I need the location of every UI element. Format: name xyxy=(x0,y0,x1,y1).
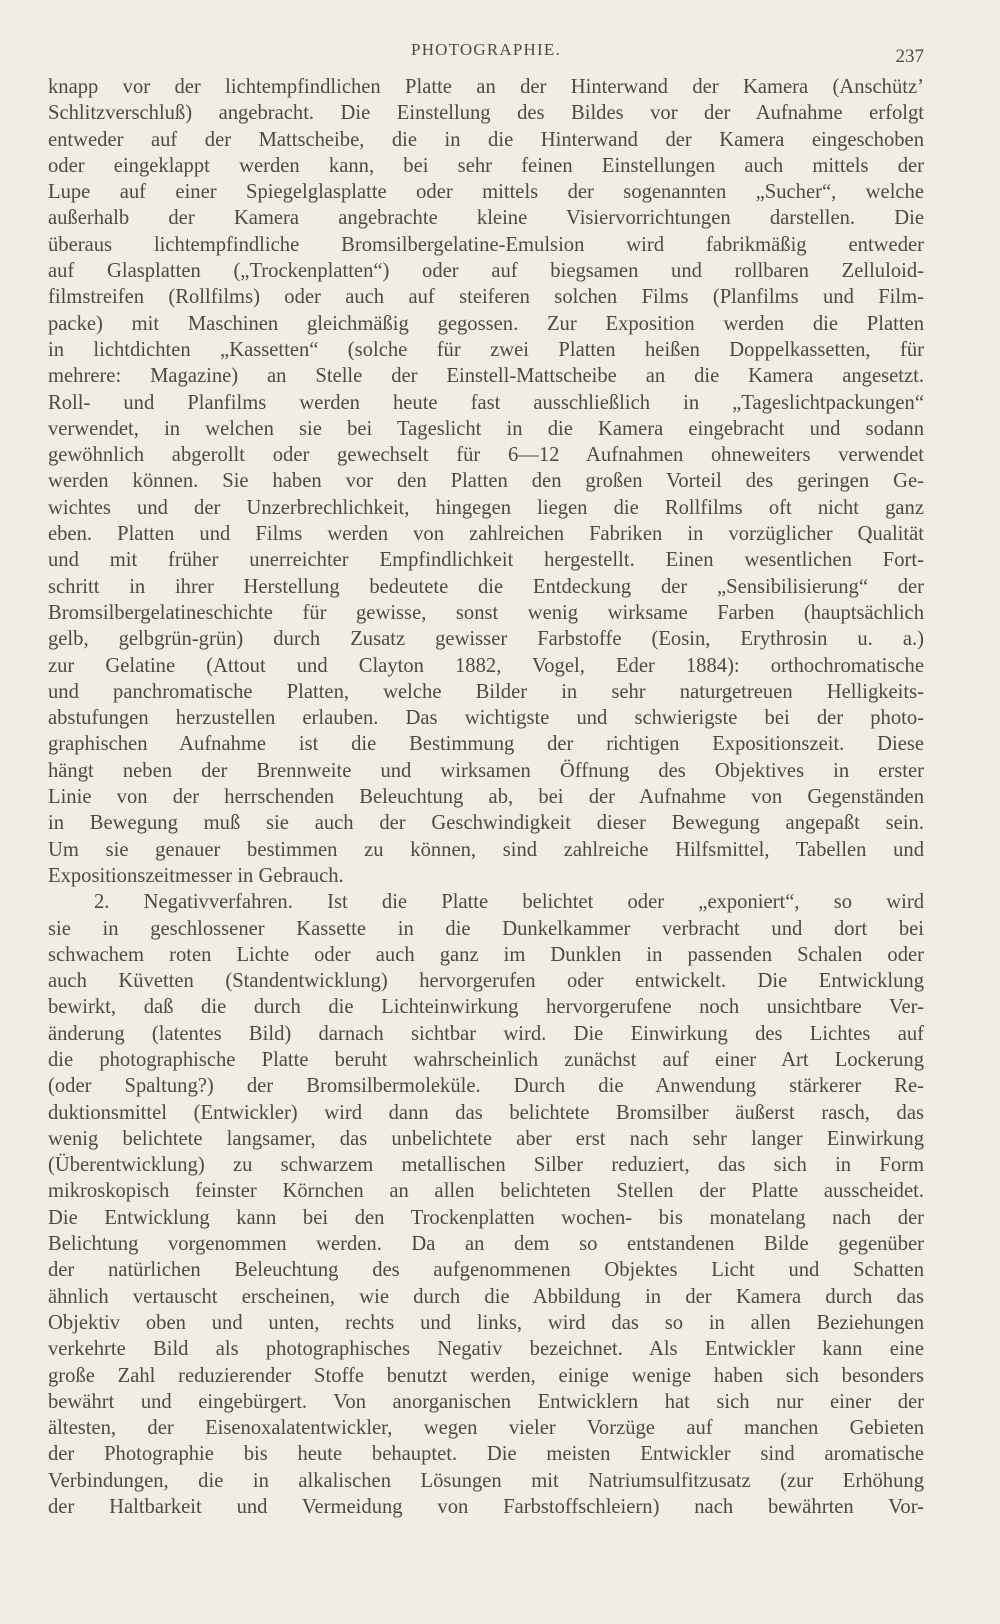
text-line: schwachem roten Lichte oder auch ganz im Dunklen in passenden Schalen oder xyxy=(48,943,924,966)
text-line: schritt in ihrer Herstellung bedeutete die Entdeckung der „Sensibilisierung“ der xyxy=(48,575,924,598)
text-line: mikroskopisch feinster Körnchen an allen belichteten Stellen der Platte ausscheidet. xyxy=(48,1180,924,1203)
text-line: ähnlich vertauscht erscheinen, wie durch die Abbildung in der Kamera durch das xyxy=(48,1285,924,1308)
text-line: der Photographie bis heute behauptet. Die meisten Entwickler sind aromatische xyxy=(48,1443,924,1466)
text-line: Belichtung vorgenommen werden. Da an dem so entstandenen Bilde gegenüber xyxy=(48,1233,924,1256)
text-line: werden können. Sie haben vor den Platten den großen Vorteil des geringen Ge- xyxy=(48,470,924,493)
text-line: mehrere: Magazine) an Stelle der Einstell-Mattscheibe an die Kamera angesetzt. xyxy=(48,365,924,388)
running-title: PHOTOGRAPHIE. xyxy=(411,40,561,59)
page-number: 237 xyxy=(895,46,924,67)
text-line: bewährt und eingebürgert. Von anorganischen Entwicklern hat sich nur einer der xyxy=(48,1390,924,1413)
text-line: auf Glasplatten („Trockenplatten“) oder auf biegsamen und rollbaren Zelluloid- xyxy=(48,260,924,283)
text-line: duktionsmittel (Entwickler) wird dann das belichtete Bromsilber äußerst rasch, das xyxy=(48,1101,924,1124)
text-line: filmstreifen (Rollfilms) oder auch auf steiferen solchen Films (Planfilms und Film- xyxy=(48,286,924,309)
text-line: Schlitzverschluß) angebracht. Die Einstellung des Bildes vor der Aufnahme erfolgt xyxy=(48,102,924,125)
text-line: gewöhnlich abgerollt oder gewechselt für 6—12 Aufnahmen ohneweiters verwendet xyxy=(48,444,924,467)
text-line: Roll- und Planfilms werden heute fast ausschließlich in „Tageslichtpackungen“ xyxy=(48,391,924,414)
page-header xyxy=(48,36,924,72)
text-line: und mit früher unerreichter Empfindlichkeit hergestellt. Einen wesentlichen Fort- xyxy=(48,549,924,572)
text-line: die photographische Platte beruht wahrscheinlich zunächst auf einer Art Lockerung xyxy=(48,1048,924,1071)
text-line: verwendet, in welchen sie bei Tageslicht in die Kamera eingebracht und sodann xyxy=(48,417,924,440)
text-line: auch Küvetten (Standentwicklung) hervorgerufen oder entwickelt. Die Entwicklung xyxy=(48,970,924,993)
text-line: und panchromatische Platten, welche Bilder in sehr naturgetreuen Helligkeits- xyxy=(48,680,924,703)
text-line: Bromsilbergelatineschichte für gewisse, sonst wenig wirksame Farben (hauptsächlich xyxy=(48,601,924,624)
text-line: wichtes und der Unzerbrechlichkeit, hingegen liegen die Rollfilms oft nicht ganz xyxy=(48,496,924,519)
text-line: hängt neben der Brennweite und wirksamen Öffnung des Objektives in erster xyxy=(48,759,924,782)
text-line: verkehrte Bild als photographisches Negativ bezeichnet. Als Entwickler kann eine xyxy=(48,1338,924,1361)
text-line: zur Gelatine (Attout und Clayton 1882, Vogel, Eder 1884): orthochromatische xyxy=(48,654,924,677)
text-line: 2. Negativverfahren. Ist die Platte belichtet oder „exponiert“, so wird xyxy=(94,891,924,914)
text-line: änderung (latentes Bild) darnach sichtbar wird. Die Einwirkung des Lichtes auf xyxy=(48,1022,924,1045)
body-text xyxy=(48,74,924,1520)
text-line: ältesten, der Eisenoxalatentwickler, wegen vieler Vorzüge auf manchen Gebieten xyxy=(48,1417,924,1440)
text-line: knapp vor der lichtempfindlichen Platte an der Hinterwand der Kamera (Anschütz’ xyxy=(48,76,924,98)
text-line: packe) mit Maschinen gleichmäßig gegossen. Zur Exposition werden die Platten xyxy=(48,312,924,335)
text-line: entweder auf der Mattscheibe, die in die Hinterwand der Kamera eingeschoben xyxy=(48,128,924,151)
text-line: Um sie genauer bestimmen zu können, sind zahlreiche Hilfsmittel, Tabellen und xyxy=(48,838,924,861)
text-line: in Bewegung muß sie auch der Geschwindigkeit dieser Bewegung angepaßt sein. xyxy=(48,812,924,835)
text-line: Objektiv oben und unten, rechts und links, wird das so in allen Beziehungen xyxy=(48,1311,924,1334)
text-line: bewirkt, daß die durch die Lichteinwirkung hervorgerufene noch unsichtbare Ver- xyxy=(48,996,924,1019)
text-line: Die Entwicklung kann bei den Trockenplatten wochen- bis monatelang nach der xyxy=(48,1206,924,1229)
text-line: oder eingeklappt werden kann, bei sehr feinen Einstellungen auch mittels der xyxy=(48,154,924,177)
text-line: der natürlichen Beleuchtung des aufgenommenen Objektes Licht und Schatten xyxy=(48,1259,924,1282)
text-line: in lichtdichten „Kassetten“ (solche für zwei Platten heißen Doppelkassetten, für xyxy=(48,338,924,361)
text-line: abstufungen herzustellen erlauben. Das wichtigste und schwierigste bei der photo- xyxy=(48,707,924,730)
text-line: graphischen Aufnahme ist die Bestimmung der richtigen Expositionszeit. Diese xyxy=(48,733,924,756)
text-line: Linie von der herrschenden Beleuchtung ab, bei der Aufnahme von Gegenständen xyxy=(48,786,924,809)
text-line: überaus lichtempfindliche Bromsilbergelatine-Emulsion wird fabrikmäßig entweder xyxy=(48,233,924,256)
text-line: (oder Spaltung?) der Bromsilbermoleküle. Durch die Anwendung stärkerer Re- xyxy=(48,1075,924,1098)
text-line: sie in geschlossener Kassette in die Dunkelkammer verbracht und dort bei xyxy=(48,917,924,940)
text-line: außerhalb der Kamera angebrachte kleine Visiervorrichtungen darstellen. Die xyxy=(48,207,924,230)
text-line: wenig belichtete langsamer, das unbelichtete aber erst nach sehr langer Einwirkung xyxy=(48,1127,924,1150)
text-line: Lupe auf einer Spiegelglasplatte oder mittels der sogenannten „Sucher“, welche xyxy=(48,181,924,204)
text-line: (Überentwicklung) zu schwarzem metallischen Silber reduziert, das sich in Form xyxy=(48,1154,924,1177)
text-line: Verbindungen, die in alkalischen Lösungen mit Natriumsulfitzusatz (zur Erhöhung xyxy=(48,1469,924,1492)
text-line: gelb, gelbgrün-grün) durch Zusatz gewisser Farbstoffe (Eosin, Erythrosin u. a.) xyxy=(48,628,924,651)
text-line: der Haltbarkeit und Vermeidung von Farbstoffschleiern) nach bewährten Vor- xyxy=(48,1496,924,1519)
text-line: große Zahl reduzierender Stoffe benutzt werden, einige wenige haben sich besonders xyxy=(48,1364,924,1387)
text-line: eben. Platten und Films werden von zahlreichen Fabriken in vorzüglicher Qualität xyxy=(48,523,924,546)
text-line: Expositionszeitmesser in Gebrauch. xyxy=(48,864,344,887)
